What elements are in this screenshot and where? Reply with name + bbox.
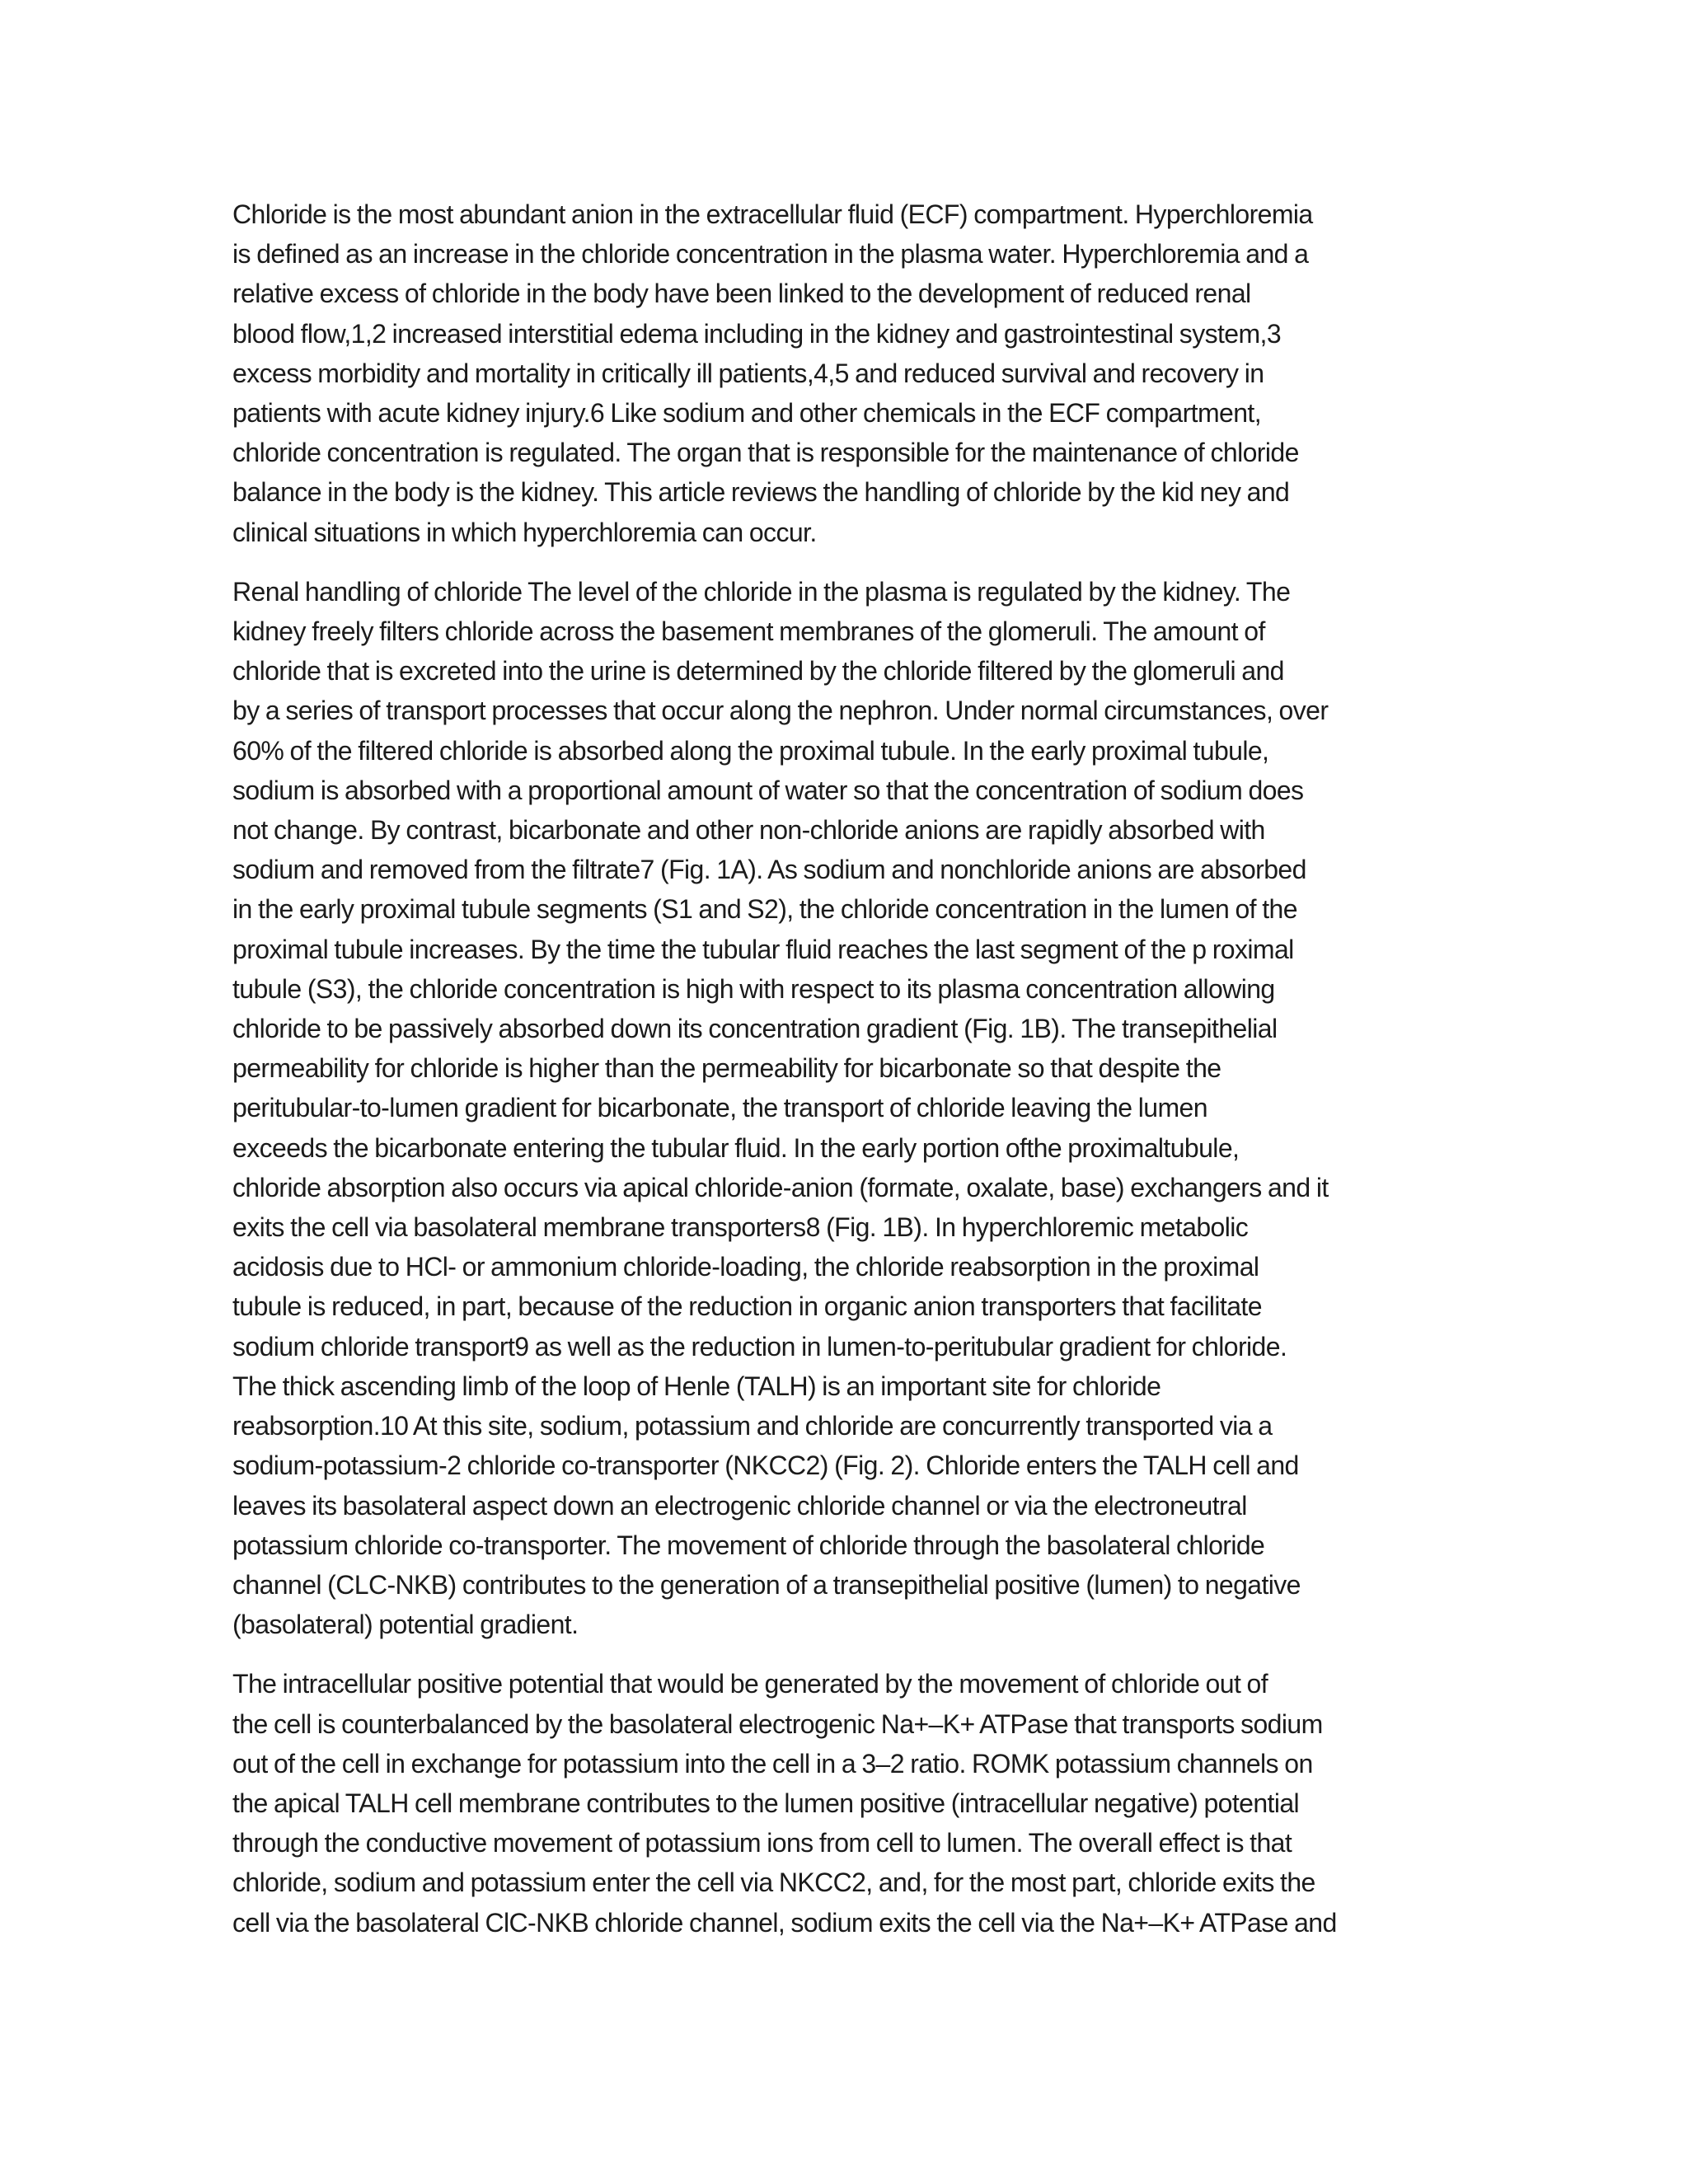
text-line: excess morbidity and mortality in critically ill patients,4,5 and reduced survival and recovery in — [232, 358, 1264, 388]
text-line: balance in the body is the kidney. This article reviews the handling of chloride by the kid ney and — [232, 477, 1290, 508]
text-line: by a series of transport processes that occur along the nephron. Under normal circumstances, over — [232, 696, 1329, 726]
text-line: kidney freely filters chloride across the basement membranes of the glomeruli. The amount of — [232, 616, 1265, 647]
text-line: chloride absorption also occurs via apical chloride-anion (formate, oxalate, base) exchangers and it — [232, 1172, 1329, 1202]
text-line: channel (CLC-NKB) contributes to the generation of a transepithelial positive (lumen) to negative — [232, 1569, 1301, 1600]
paragraph-2 — [232, 572, 1444, 1644]
text-line: chloride to be passively absorbed down its concentration gradient (Fig. 1B). The transepithelial — [232, 1014, 1278, 1044]
text-line: the cell is counterbalanced by the basolateral electrogenic Na+–K+ ATPase that transports sodium — [232, 1708, 1323, 1739]
text-line: permeability for chloride is higher than the permeability for bicarbonate so that despite the — [232, 1053, 1221, 1084]
text-line: Renal handling of chloride The level of the chloride in the plasma is regulated by the kidney. The — [232, 576, 1291, 607]
text-line: not change. By contrast, bicarbonate and other non-chloride anions are rapidly absorbed with — [232, 815, 1265, 846]
text-line: sodium chloride transport9 as well as the reduction in lumen-to-peritubular gradient for chloride. — [232, 1331, 1287, 1361]
text-line: the apical TALH cell membrane contributes to the lumen positive (intracellular negative) potential — [232, 1788, 1300, 1818]
text-line: clinical situations in which hyperchloremia can occur. — [232, 517, 817, 547]
text-line: exits the cell via basolateral membrane transporters8 (Fig. 1B). In hyperchloremic metabolic — [232, 1212, 1249, 1243]
text-line: peritubular-to-lumen gradient for bicarbonate, the transport of chloride leaving the lumen — [232, 1093, 1207, 1123]
text-line: acidosis due to HCl- or ammonium chloride-loading, the chloride reabsorption in the proximal — [232, 1252, 1259, 1282]
text-line: sodium-potassium-2 chloride co-transporter (NKCC2) (Fig. 2). Chloride enters the TALH cell and — [232, 1451, 1299, 1481]
text-line: out of the cell in exchange for potassium into the cell in a 3–2 ratio. ROMK potassium channels on — [232, 1748, 1313, 1779]
text-line: 60% of the filtered chloride is absorbed along the proximal tubule. In the early proximal tubule, — [232, 735, 1269, 766]
text-line: tubule is reduced, in part, because of the reduction in organic anion transporters that facilitate — [232, 1291, 1262, 1322]
text-line: reabsorption.10 At this site, sodium, potassium and chloride are concurrently transported via a — [232, 1411, 1273, 1441]
text-line: leaves its basolateral aspect down an electrogenic chloride channel or via the electroneutral — [232, 1490, 1247, 1521]
text-line: The intracellular positive potential that would be generated by the movement of chloride out of — [232, 1669, 1268, 1699]
text-line: chloride concentration is regulated. The organ that is responsible for the maintenance of chloride — [232, 438, 1299, 468]
text-line: exceeds the bicarbonate entering the tubular fluid. In the early portion ofthe proximaltubule, — [232, 1132, 1240, 1163]
body-text — [232, 194, 1444, 1962]
text-line: chloride that is excreted into the urine is determined by the chloride filtered by the glomeruli and — [232, 656, 1284, 687]
text-line: The thick ascending limb of the loop of Henle (TALH) is an important site for chloride — [232, 1371, 1161, 1401]
text-line: patients with acute kidney injury.6 Like sodium and other chemicals in the ECF compartment, — [232, 398, 1261, 429]
paragraph-3 — [232, 1664, 1444, 1942]
text-line: cell via the basolateral ClC-NKB chloride channel, sodium exits the cell via the Na+–K+ ATPase and — [232, 1907, 1337, 1938]
text-line: blood flow,1,2 increased interstitial edema including in the kidney and gastrointestinal system,3 — [232, 318, 1282, 349]
text-line: through the conductive movement of potassium ions from cell to lumen. The overall effect is that — [232, 1828, 1292, 1858]
text-line: potassium chloride co-transporter. The movement of chloride through the basolateral chloride — [232, 1530, 1265, 1560]
text-line: sodium and removed from the filtrate7 (Fig. 1A). As sodium and nonchloride anions are absorbed — [232, 855, 1306, 885]
text-line: chloride, sodium and potassium enter the cell via NKCC2, and, for the most part, chloride exits the — [232, 1868, 1315, 1898]
text-line: sodium is absorbed with a proportional amount of water so that the concentration of sodium does — [232, 775, 1304, 805]
text-line: Chloride is the most abundant anion in the extracellular fluid (ECF) compartment. Hyperchloremia — [232, 199, 1313, 229]
text-line: (basolateral) potential gradient. — [232, 1610, 579, 1640]
text-line: tubule (S3), the chloride concentration is high with respect to its plasma concentration allowing — [232, 973, 1275, 1004]
text-line: is defined as an increase in the chloride concentration in the plasma water. Hyperchloremia and a — [232, 239, 1309, 269]
text-line: in the early proximal tubule segments (S1 and S2), the chloride concentration in the lumen of the — [232, 894, 1297, 925]
paragraph-1 — [232, 194, 1444, 552]
text-line: relative excess of chloride in the body have been linked to the development of reduced renal — [232, 279, 1251, 309]
text-line: proximal tubule increases. By the time the tubular fluid reaches the last segment of the p roximal — [232, 934, 1294, 964]
